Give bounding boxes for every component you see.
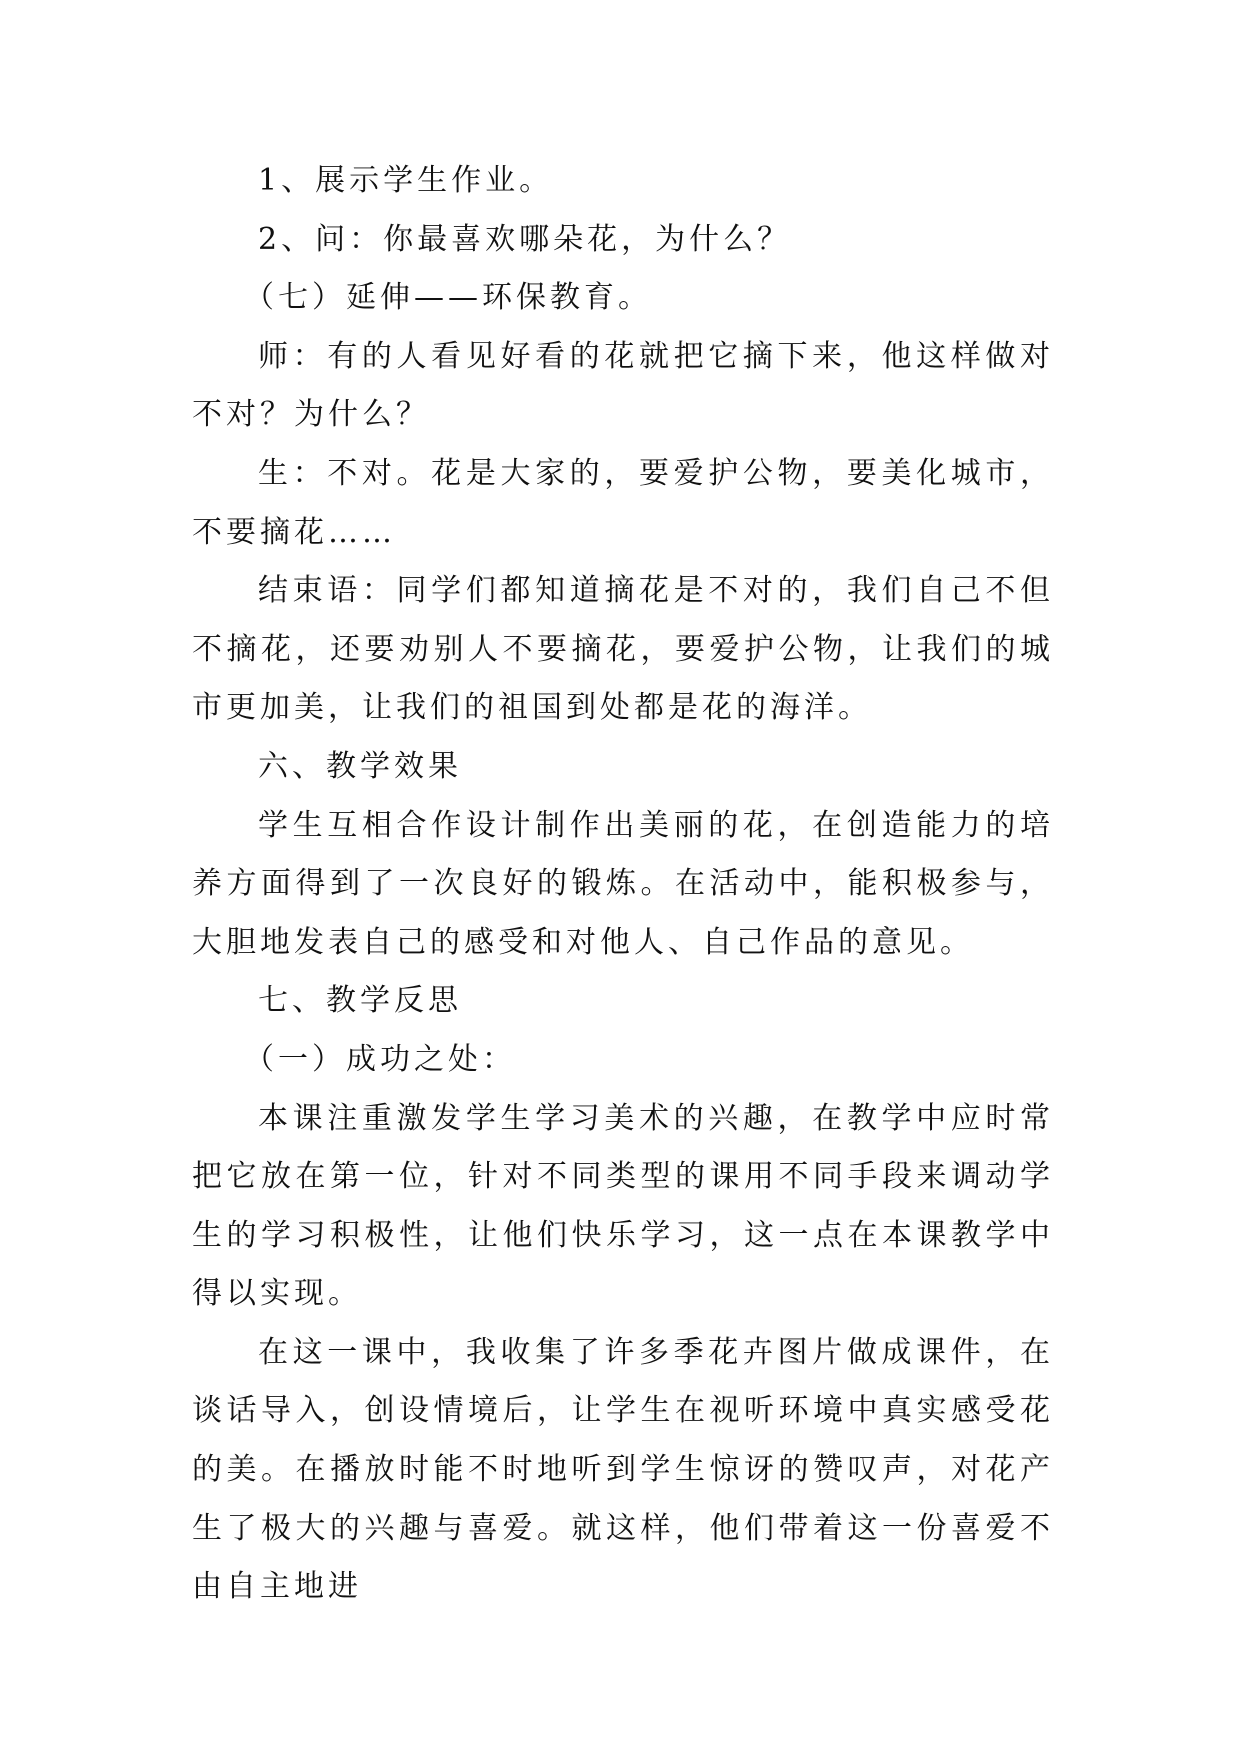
subsection-heading-successes: （一）成功之处： bbox=[244, 1041, 516, 1077]
paragraph-teacher-question: 师：有的人看见好看的花就把它摘下来，他这样做对不对？为什么？ bbox=[192, 338, 1054, 433]
paragraph-courseware: 在这一课中，我收集了许多季花卉图片做成课件，在谈话导入，创设情境后，让学生在视听环境中真实感受花的美。在播放时能不时地听到学生惊讶的赞叹声，对花产生了极大的兴趣与喜爱。就这样，他们带着这一份喜爱不由自主地进 bbox=[192, 1334, 1054, 1605]
paragraph-show-homework: 1、展示学生作业。 bbox=[258, 163, 554, 198]
section-heading-teaching-reflection: 七、教学反思 bbox=[258, 983, 462, 1019]
document-body bbox=[192, 152, 1054, 1617]
paragraph-closing-remarks: 结束语：同学们都知道摘花是不对的，我们自己不但不摘花，还要劝别人不要摘花，要爱护公物，让我们的城市更加美，让我们的祖国到处都是花的海洋。 bbox=[192, 573, 1054, 726]
paragraph-teaching-effect: 学生互相合作设计制作出美丽的花，在创造能力的培养方面得到了一次良好的锻炼。在活动中，能积极参与，大胆地发表自己的感受和对他人、自己作品的意见。 bbox=[192, 807, 1054, 960]
paragraph-question-favorite-flower: 2、问：你最喜欢哪朵花，为什么？ bbox=[258, 221, 792, 257]
paragraph-student-answer: 生：不对。花是大家的，要爱护公物，要美化城市，不要摘花…… bbox=[192, 455, 1054, 550]
section-heading-teaching-effect: 六、教学效果 bbox=[258, 748, 462, 784]
section-heading-extension: （七）延伸——环保教育。 bbox=[244, 280, 652, 316]
paragraph-interest-focus: 本课注重激发学生学习美术的兴趣，在教学中应时常把它放在第一位，针对不同类型的课用不同手段来调动学生的学习积极性，让他们快乐学习，这一点在本课教学中得以实现。 bbox=[192, 1100, 1054, 1312]
